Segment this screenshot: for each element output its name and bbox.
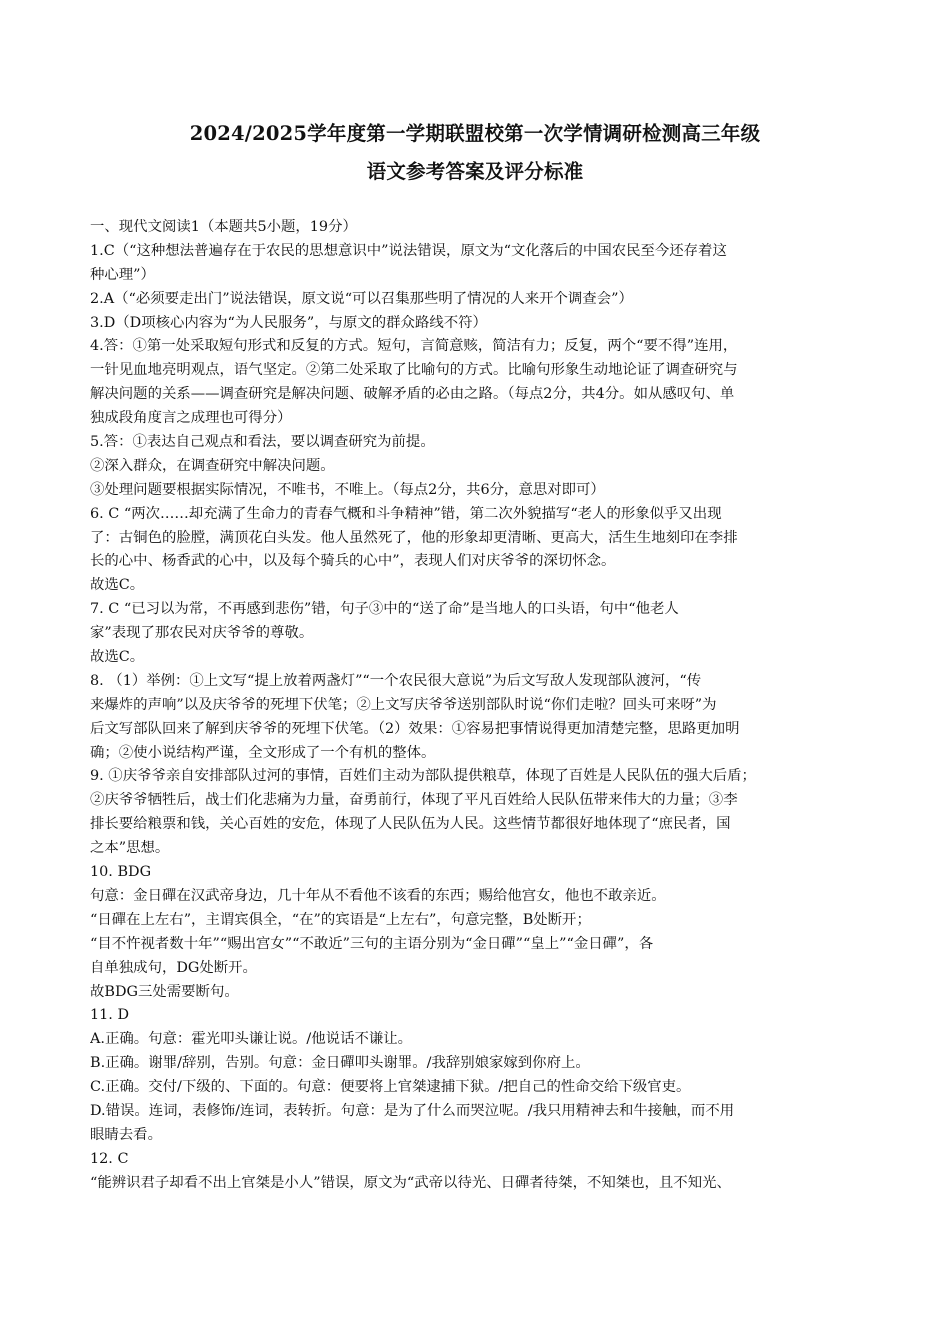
answer-line: B.正确。谢罪/辞别，告别。句意：金日磾叩头谢罪。/我辞别娘家嫁到你府上。 (90, 1055, 590, 1072)
document-title: 2024/2025学年度第一学期联盟校第一次学情调研检测高三年级 (189, 122, 761, 145)
answer-line: 解决问题的关系——调查研究是解决问题、破解矛盾的必由之路。（每点2分，共4分。如从感叹句、单 (90, 386, 735, 403)
answer-line: 长的心中、杨香武的心中，以及每个骑兵的心中”，表现人们对庆爷爷的深切怀念。 (90, 553, 616, 570)
answer-line: “能辨识君子却看不出上官桀是小人”错误，原文为“武帝以待光、日磾者待桀，不知桀也，且不知光、 (90, 1174, 731, 1191)
answer-line: ②深入群众，在调查研究中解决问题。 (90, 457, 335, 474)
answer-line: 排长要给粮票和钱，关心百姓的安危，体现了人民队伍为人民。这些情节都很好地体现了“庶民者，国 (90, 816, 731, 833)
answer-body (90, 216, 870, 1219)
answer-line: 独成段角度言之成理也可得分） (90, 410, 292, 427)
answer-line: 8. （1）举例：①上文写“提上放着两盏灯”“一个农民很大意说”为后文写敌人发现部队渡河，“传 (90, 672, 702, 689)
answer-line: 9. ①庆爷爷亲自安排部队过河的事情，百姓们主动为部队提供粮草，体现了百姓是人民队伍的强大后盾； (90, 768, 756, 785)
answer-line: 自单独成句，DG处断开。 (90, 959, 257, 976)
answer-line: “日磾在上左右”，主谓宾俱全，“在”的宾语是“上左右”，句意完整，B处断开； (90, 911, 591, 928)
answer-line: ②庆爷爷牺牲后，战士们化悲痛为力量，奋勇前行，体现了平凡百姓给人民队伍带来伟大的力量；③李 (90, 792, 738, 809)
answer-line (90, 1196, 870, 1220)
answer-line: 3.D（D项核心内容为“为人民服务”，与原文的群众路线不符） (90, 314, 487, 331)
answer-line: 7. C “已习以为常，不再感到悲伤”错，句子③中的“送了命”是当地人的口头语，句中“他老人 (90, 601, 679, 618)
section-heading: 一、现代文阅读1（本题共5小题，19分） (90, 219, 357, 235)
answer-line: C.正确。交付/下级的、下面的。句意：便要将上官桀逮捕下狱。/把自己的性命交给下级官吏。 (90, 1079, 691, 1096)
answer-line: A.正确。句意：霍光叩头谦让说。/他说话不谦让。 (90, 1031, 413, 1048)
answer-line: 眼睛去看。 (90, 1126, 162, 1143)
answer-line: 4.答：①第一处采取短句形式和反复的方式。短句，言简意赅，简洁有力；反复，两个“要不得”连用， (90, 338, 738, 355)
answer-line: “目不忤视者数十年”“赐出宫女”“不敢近”三句的主语分别为“金日磾”“皇上”“金日磾”，各 (90, 935, 654, 952)
answer-line: 一针见血地亮明观点，语气坚定。②第二处采取了比喻句的方式。比喻句形象生动地论证了调查研究与 (90, 362, 738, 379)
answer-line: 后文写部队回来了解到庆爷爷的死埋下伏笔。（2）效果：①容易把事情说得更加清楚完整，思路更加明 (90, 720, 740, 737)
answer-line: D.错误。连词，表修饰/连词，表转折。句意：是为了什么而哭泣呢。/我只用精神去和牛接触，而不用 (90, 1102, 735, 1119)
answer-line: 故选C。 (90, 577, 145, 594)
answer-line: 2.A（“必须要走出门”说法错误，原文说“可以召集那些明了情况的人来开个调查会”） (90, 290, 633, 307)
answer-line: 故BDG三处需要断句。 (90, 983, 239, 1000)
answer-line: 了：古铜色的脸膛，满顶花白头发。他人虽然死了，他的形象却更清晰、更高大，活生生地刻印在李排 (90, 529, 738, 546)
answer-line: 5.答：①表达自己观点和看法，要以调查研究为前提。 (90, 434, 435, 451)
answer-line: ③处理问题要根据实际情况，不唯书，不唯上。（每点2分，共6分，意思对即可） (90, 481, 605, 498)
answer-line: 故选C。 (90, 649, 145, 666)
document-subtitle: 语文参考答案及评分标准 (366, 160, 584, 183)
answer-line: 种心理”） (90, 266, 155, 283)
answer-line: 1.C（“这种想法普遍存在于农民的思想意识中”说法错误，原文为“文化落后的中国农民至今还存着这 (90, 242, 727, 259)
answer-line: 家”表现了那农民对庆爷爷的尊敬。 (90, 625, 314, 642)
answer-line: 11. D (90, 1007, 129, 1024)
answer-line: 句意：金日磾在汉武帝身边，几十年从不看他不该看的东西；赐给他宫女，他也不敢亲近。 (90, 887, 666, 904)
answer-line: 来爆炸的声响”以及庆爷爷的死埋下伏笔；②上文写庆爷爷送别部队时说“你们走啦？回头可来呀”为 (90, 696, 717, 713)
answer-line: 之本”思想。 (90, 840, 170, 857)
answer-line: 确；②使小说结构严谨，全文形成了一个有机的整体。 (90, 744, 436, 761)
answer-line: 10. BDG (90, 864, 152, 881)
answer-line: 12. C (90, 1150, 129, 1167)
answer-line: 6. C “两次……却充满了生命力的青春气概和斗争精神”错，第二次外貌描写“老人的形象似乎又出现 (90, 505, 722, 522)
